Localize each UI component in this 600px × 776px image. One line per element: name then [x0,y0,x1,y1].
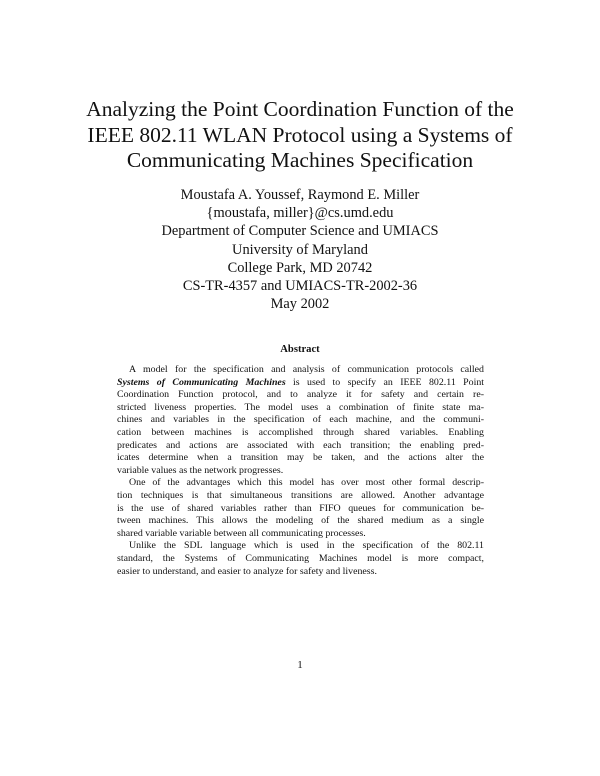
abstract-line: standard, the Systems of Communicating Machines model is more compact, [117,552,484,564]
title-line-1: Analyzing the Point Coordination Function of the [86,97,514,121]
abstract-line: Unlike the SDL language which is used in the specification of the 802.11 [129,540,484,552]
abstract-body [117,364,484,578]
abstract-line: predicates and actions are associated with each transition; the enabling pred- [117,439,484,451]
authors: Moustafa A. Youssef, Raymond E. Miller [180,187,420,203]
university: University of Maryland [232,241,368,258]
abstract-line: cation between machines is accomplished through shared variables. Enabling [117,426,484,438]
date: May 2002 [270,296,330,313]
author-block [100,186,500,313]
paper-title [60,97,540,174]
abstract-line: easier to understand, and easier to analyze for safety and liveness. [117,565,377,577]
abstract-line: One of the advantages which this model has over most other formal descrip- [129,477,484,489]
department: Department of Computer Science and UMIACS [161,223,439,240]
author-emails: {moustafa, miller}@cs.umd.edu [206,205,394,222]
abstract-line: tion techniques is that simultaneous transitions are allowed. Another advantage [117,489,484,501]
abstract-line-rest: is used to specify an IEEE 802.11 Point [285,376,484,388]
page-number: 1 [297,659,303,671]
abstract-heading: Abstract [280,344,320,355]
abstract-line [117,377,484,390]
abstract-line: tween machines. This allows the modeling of the shared medium as a single [117,515,484,527]
abstract-line: variable values as the network progresses. [117,464,284,476]
abstract-line: A model for the specification and analysis of communication protocols called [129,364,484,375]
abstract-line: shared variable variable between all communicating processes. [117,527,366,539]
abstract-line: chines and variables in the specification of each machine, and the communi- [117,414,484,426]
location: College Park, MD 20742 [227,259,373,276]
title-line-2: IEEE 802.11 WLAN Protocol using a Systems of [87,122,513,147]
abstract-line: Coordination Function protocol, and to analyze it for safety and certain re- [117,389,484,401]
title-line-3: Communicating Machines Specification [126,148,474,172]
systems-of-communicating-machines-term: Systems of Communicating Machines [117,376,286,388]
report-numbers: CS-TR-4357 and UMIACS-TR-2002-36 [182,278,418,295]
abstract-line: stricted liveness properties. The model uses a combination of finite state ma- [117,401,484,413]
abstract-line: icates determine when a transition may be taken, and the actions alter the [117,452,484,464]
abstract-line: is the use of shared variables rather than FIFO queues for communication be- [117,502,484,514]
